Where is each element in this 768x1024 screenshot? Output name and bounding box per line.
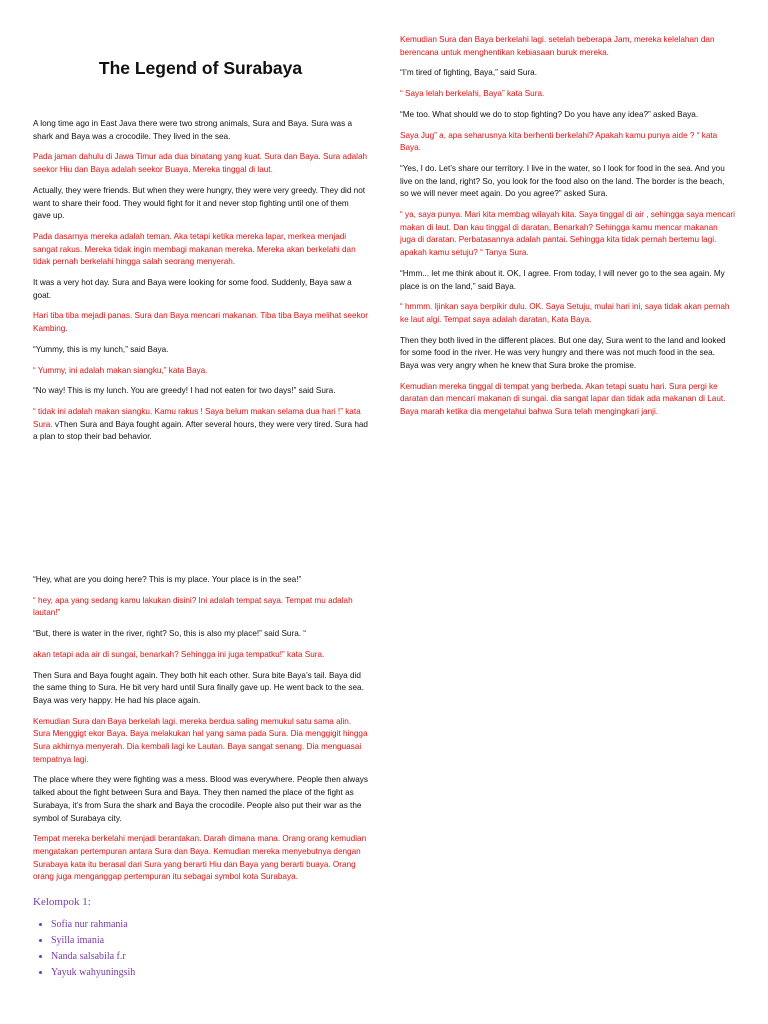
english-paragraph: “Yes, I do. Let’s share our territory. I live in the water, so I look for food in the sea. And you live on the land, right? So, you look for the food also on the land. The border is the beach, so we will never meet again. Do you agree?” asked Sura. (400, 163, 725, 199)
member-list (33, 917, 368, 981)
english-paragraph: “Hmm... let me think about it. OK, I agree. From today, I will never go to the sea again. My place is on the land,” said Baya. (400, 268, 725, 291)
indonesian-paragraph: “ hmmm. Ijinkan saya berpikir dulu. OK. Saya Setuju, mulai hari ini, saya tidak akan pernah ke laut algi. Tempat saya adalah daratan, Kata Baya. (400, 302, 730, 324)
indonesian-paragraph: “ hey, apa yang sedang kamu lakukan disini? Ini adalah tempat saya. Tempat mu adalah lautan!” (33, 595, 353, 618)
indonesian-paragraph: Tempat mereka berkelahi menjadi berantakan. Darah dimana mana. Orang orang kemudian mengatakan pertempuran antara Sura dan Baya. Kemudian mereka menyebutnya dengan Surabaya kata itu berasal dari Sura yang berarti Hiu dan Baya yang berarti buaya. Orang orang juga menganggap pertempuran itu sebagai symbol kota Surabaya. (33, 834, 367, 882)
english-paragraph: “Yummy, this is my lunch,” said Baya. (33, 344, 169, 354)
left-column-top (33, 118, 368, 452)
indonesian-paragraph: “ Yummy, ini adalah makan siangku,” kata Baya. (33, 365, 208, 375)
right-column (400, 34, 735, 427)
indonesian-paragraph: Kemudian mereka tinggal di tempat yang berbeda. Akan tetapi suatu hari. Sura pergi ke daratan dan mencari makanan di sungai. dia sangat lapar dan tidak ada makanan di Laut. Baya marah ketika dia mengetahui bahwa Sura telah mengingkari janji. (400, 381, 726, 417)
english-paragraph: “Me too. What should we do to stop fighting? Do you have any idea?” asked Baya. (400, 109, 699, 119)
english-paragraph: It was a very hot day. Sura and Baya were looking for some food. Suddenly, Baya saw a goat. (33, 278, 352, 300)
member-item: • Nanda salsabila f.r (51, 949, 368, 965)
document-title: The Legend of Surabaya (98, 58, 303, 78)
english-paragraph: The place where they were fighting was a mess. Blood was everywhere. People then always talked about the fight between Sura and Baya. They then named the place of the fight as Surabaya, it’s from Sura the shark and Baya the crocodile. People also put their war as the symbol of Surabaya city. (33, 775, 368, 823)
indonesian-paragraph: “ ya, saya punya. Mari kita membag wilayah kita. Saya tinggal di air , sehingga saya mencari makan di laut. Dan kau tinggal di daratan, Benarkah? Sehingga kamu mencar makanan juga di daratan. Perbatasannya adalah pantai. Sehingga kita tidak pernah bertemu lagi. apakah kamu setuju? “ Tanya Sura. (400, 210, 735, 258)
indonesian-paragraph: Kemudian Sura dan Baya berkelahi lagi. setelah beberapa Jam, mereka kelelahan dan berencana untuk menghentikan kebiasaan buruk mereka. (400, 35, 715, 57)
english-paragraph: A long time ago in East Java there were two strong animals, Sura and Baya. Sura was a shark and Baya was a crocodile. They lived in the sea. (33, 119, 353, 141)
english-paragraph: “I’m tired of fighting, Baya,” said Sura. (400, 68, 537, 78)
english-paragraph: “But, there is water in the river, right? So, this is also my place!” said Sura. “ (33, 629, 307, 639)
member-item: • Sofia nur rahmania (51, 917, 368, 933)
indonesian-paragraph: Saya Jug” a, apa seharusnya kita berhenti berkelahi? Apakah kamu punya aide ? “ kata Baya. (400, 130, 718, 153)
english-paragraph: Then Sura and Baya fought again. They both hit each other. Sura bite Baya’s tail. Baya did the same thing to Sura. He bit very hard until Sura finally gave up. He went back to the sea. Baya was very happy. He had his place again. (33, 670, 364, 705)
english-paragraph: Then they both lived in the different places. But one day, Sura went to the land and looked for some food in the river. He was very hungry and there was not much food in the sea. Baya was very angry when he knew that Sura broke the promise. (400, 335, 726, 371)
left-bottom-paragraphs (33, 574, 368, 884)
indonesian-text: “ tidak ini adalah makan siangku. Kamu rakus ! Saya belum makan selama dua hari !” kata Sura. (33, 406, 361, 429)
indonesian-paragraph: Kemudian Sura dan Baya berkelah lagi. mereka berdua saling memukul satu sama alin. Sura Menggigt ekor Baya. Baya melakukan hal yang sama pada Sura. Dia menggigit hingga Sura akhirnya menyerah. Dia kembali lagi ke Lautan. Baya sangat senang. Dia menguasai tempatnya lagi. (33, 716, 368, 764)
indonesian-paragraph: “ Saya lelah berkelahi, Baya” kata Sura. (400, 89, 545, 99)
english-paragraph: Actually, they were friends. But when they were hungry, they were very greedy. They did not want to share their food. They would fight for it and never stop fighting until one of them gave up. (33, 185, 366, 221)
member-item: • Yayuk wahyuningsih (51, 965, 368, 981)
english-paragraph: “No way! This is my lunch. You are greedy! I had not eaten for two days!” said Sura. (33, 386, 336, 396)
indonesian-paragraph: Pada dasarnya mereka adalah teman. Aka tetapi ketika mereka lapar, merkea menjadi sangat rakus. Mereka tidak ingin membagi makanan mereka. Mereka akan berkelahi dan tidak pernah berkelahi hingga salah seorang menyerah. (33, 231, 356, 267)
group-title: Kelompok 1: (33, 896, 91, 909)
member-item: • Syilla imania (51, 933, 368, 949)
indonesian-paragraph (33, 406, 368, 444)
english-text: vThen Sura and Baya fought again. After several hours, they were very tired. Sura had a plan to stop their bad behavior. (33, 419, 368, 442)
indonesian-paragraph: Hari tiba tiba mejadi panas. Sura dan Baya mencari makanan. Tiba tiba Baya melihat seekor Kambing. (33, 311, 368, 334)
english-paragraph: “Hey, what are you doing here? This is my place. Your place is in the sea!” (33, 575, 302, 584)
left-column-bottom (33, 574, 368, 981)
indonesian-paragraph: akan tetapi ada air di sungai, benarkah? Sehingga ini juga tempatku!” kata Sura. (33, 649, 325, 659)
indonesian-paragraph: Pada jaman dahulu di Jawa Timur ada dua binatang yang kuat. Sura dan Baya. Sura adalah seekor Hiu dan Baya adalah seekor Buaya. Mereka tinggal di laut. (33, 152, 368, 175)
